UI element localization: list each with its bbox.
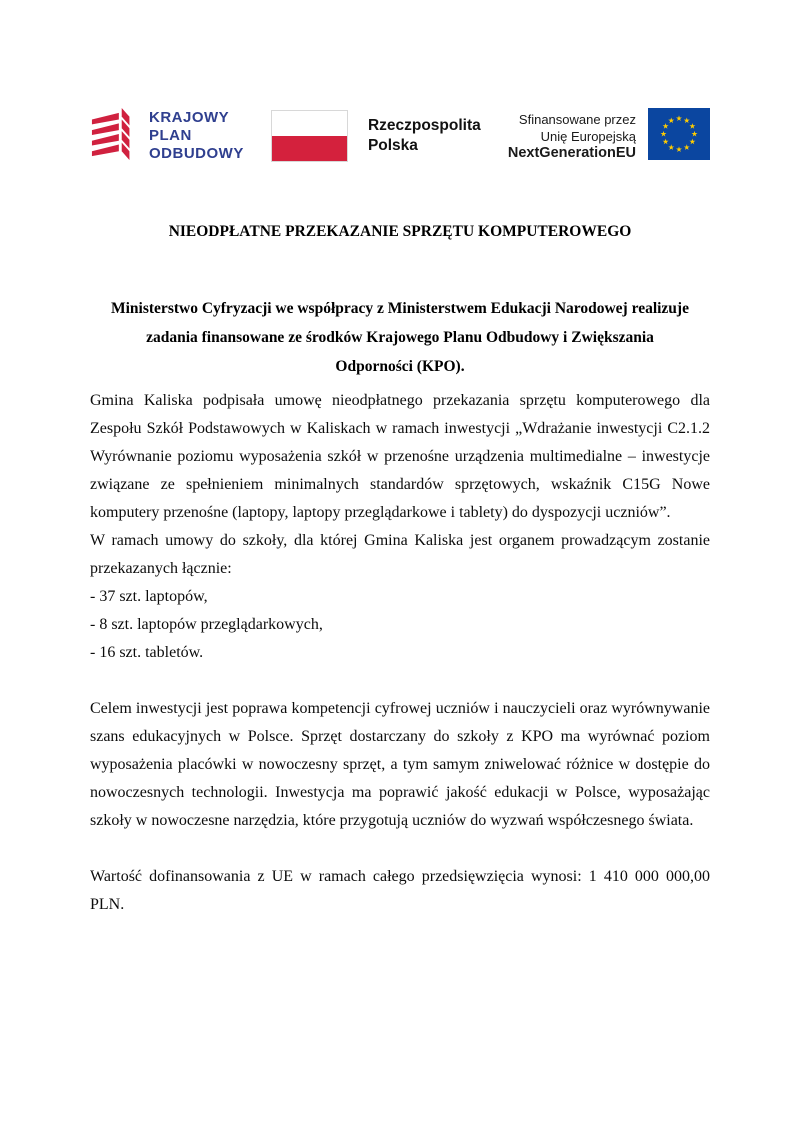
document-body: [90, 387, 710, 919]
list-item-laptops: - 37 szt. laptopów,: [90, 588, 208, 605]
list-item-tablets: - 16 szt. tabletów.: [90, 644, 204, 661]
lead-line-2: zadania finansowane ze środków Krajowego Planu Odbudowy i Zwiększania: [146, 329, 654, 346]
document-title: NIEODPŁATNE PRZEKAZANIE SPRZĘTU KOMPUTEROWEGO: [168, 223, 632, 240]
eu-line-1: Sfinansowane przez: [518, 111, 636, 127]
poland-line-2: Polska: [367, 137, 418, 154]
kpo-logo: [90, 103, 244, 169]
poland-line-1: Rzeczpospolita: [367, 117, 481, 134]
lead-line-1: Ministerstwo Cyfryzacji we współpracy z Ministerstwem Edukacji Narodowej realizuje: [111, 300, 689, 317]
paragraph-scope: W ramach umowy do szkoły, dla której Gmina Kaliska jest organem prowadzącym zostanie przekazanych łącznie:: [90, 532, 710, 577]
eu-line-2: Unię Europejską: [540, 128, 636, 144]
kpo-line-3: ODBUDOWY: [149, 145, 244, 162]
kpo-logo-text: [149, 109, 244, 163]
kpo-line-2: PLAN: [149, 127, 192, 144]
eu-line-nextgeneu: NextGenerationEU: [507, 144, 636, 161]
poland-logo: [271, 110, 481, 162]
lead-line-3: Odporności (KPO).: [335, 358, 465, 375]
paragraph-funding-value: Wartość dofinansowania z UE w ramach całego przedsięwzięcia wynosi: 1 410 000 000,00 PLN.: [90, 868, 710, 913]
poland-flag-icon: [271, 110, 348, 162]
lead-paragraph: [90, 294, 710, 381]
logo-bar: [90, 0, 710, 168]
list-item-browser-laptops: - 8 szt. laptopów przeglądarkowych,: [90, 616, 323, 633]
eu-funding-logo: [508, 108, 710, 165]
kpo-building-icon: [90, 103, 140, 169]
paragraph-goal: Celem inwestycji jest poprawa kompetencji cyfrowej uczniów i nauczycieli oraz wyrównywanie szans edukacyjnych w Polsce. Sprzęt dostarczany do szkoły z KPO ma wyrównać poziom wyposażenia placówki w nowoczesny sprzęt, a tym samym zniwelować różnice w dostępie do nowoczesnych technologii. Inwestycja ma poprawić jakość edukacji w Polsce, wyposażając szkoły w nowoczesne narzędzia, które przygotują uczniów do wyzwań współczesnego świata.: [90, 700, 710, 829]
poland-logo-text: [368, 116, 481, 156]
eu-flag-icon: [648, 108, 710, 165]
eu-logo-text: [508, 111, 636, 162]
paragraph-agreement: Gmina Kaliska podpisała umowę nieodpłatnego przekazania sprzętu komputerowego dla Zespołu Szkół Podstawowych w Kaliskach w ramach inwestycji „Wdrażanie inwestycji C2.1.2 Wyrównanie poziomu wyposażenia szkół w przenośne urządzenia multimedialne – inwestycje związane ze spełnieniem minimalnych standardów sprzętowych, wskaźnik C15G Nowe komputery przenośne (laptopy, laptopy przeglądarkowe i tablety) do dyspozycji uczniów”.: [90, 392, 710, 521]
kpo-line-1: KRAJOWY: [149, 109, 230, 126]
equipment-list: [90, 583, 710, 667]
